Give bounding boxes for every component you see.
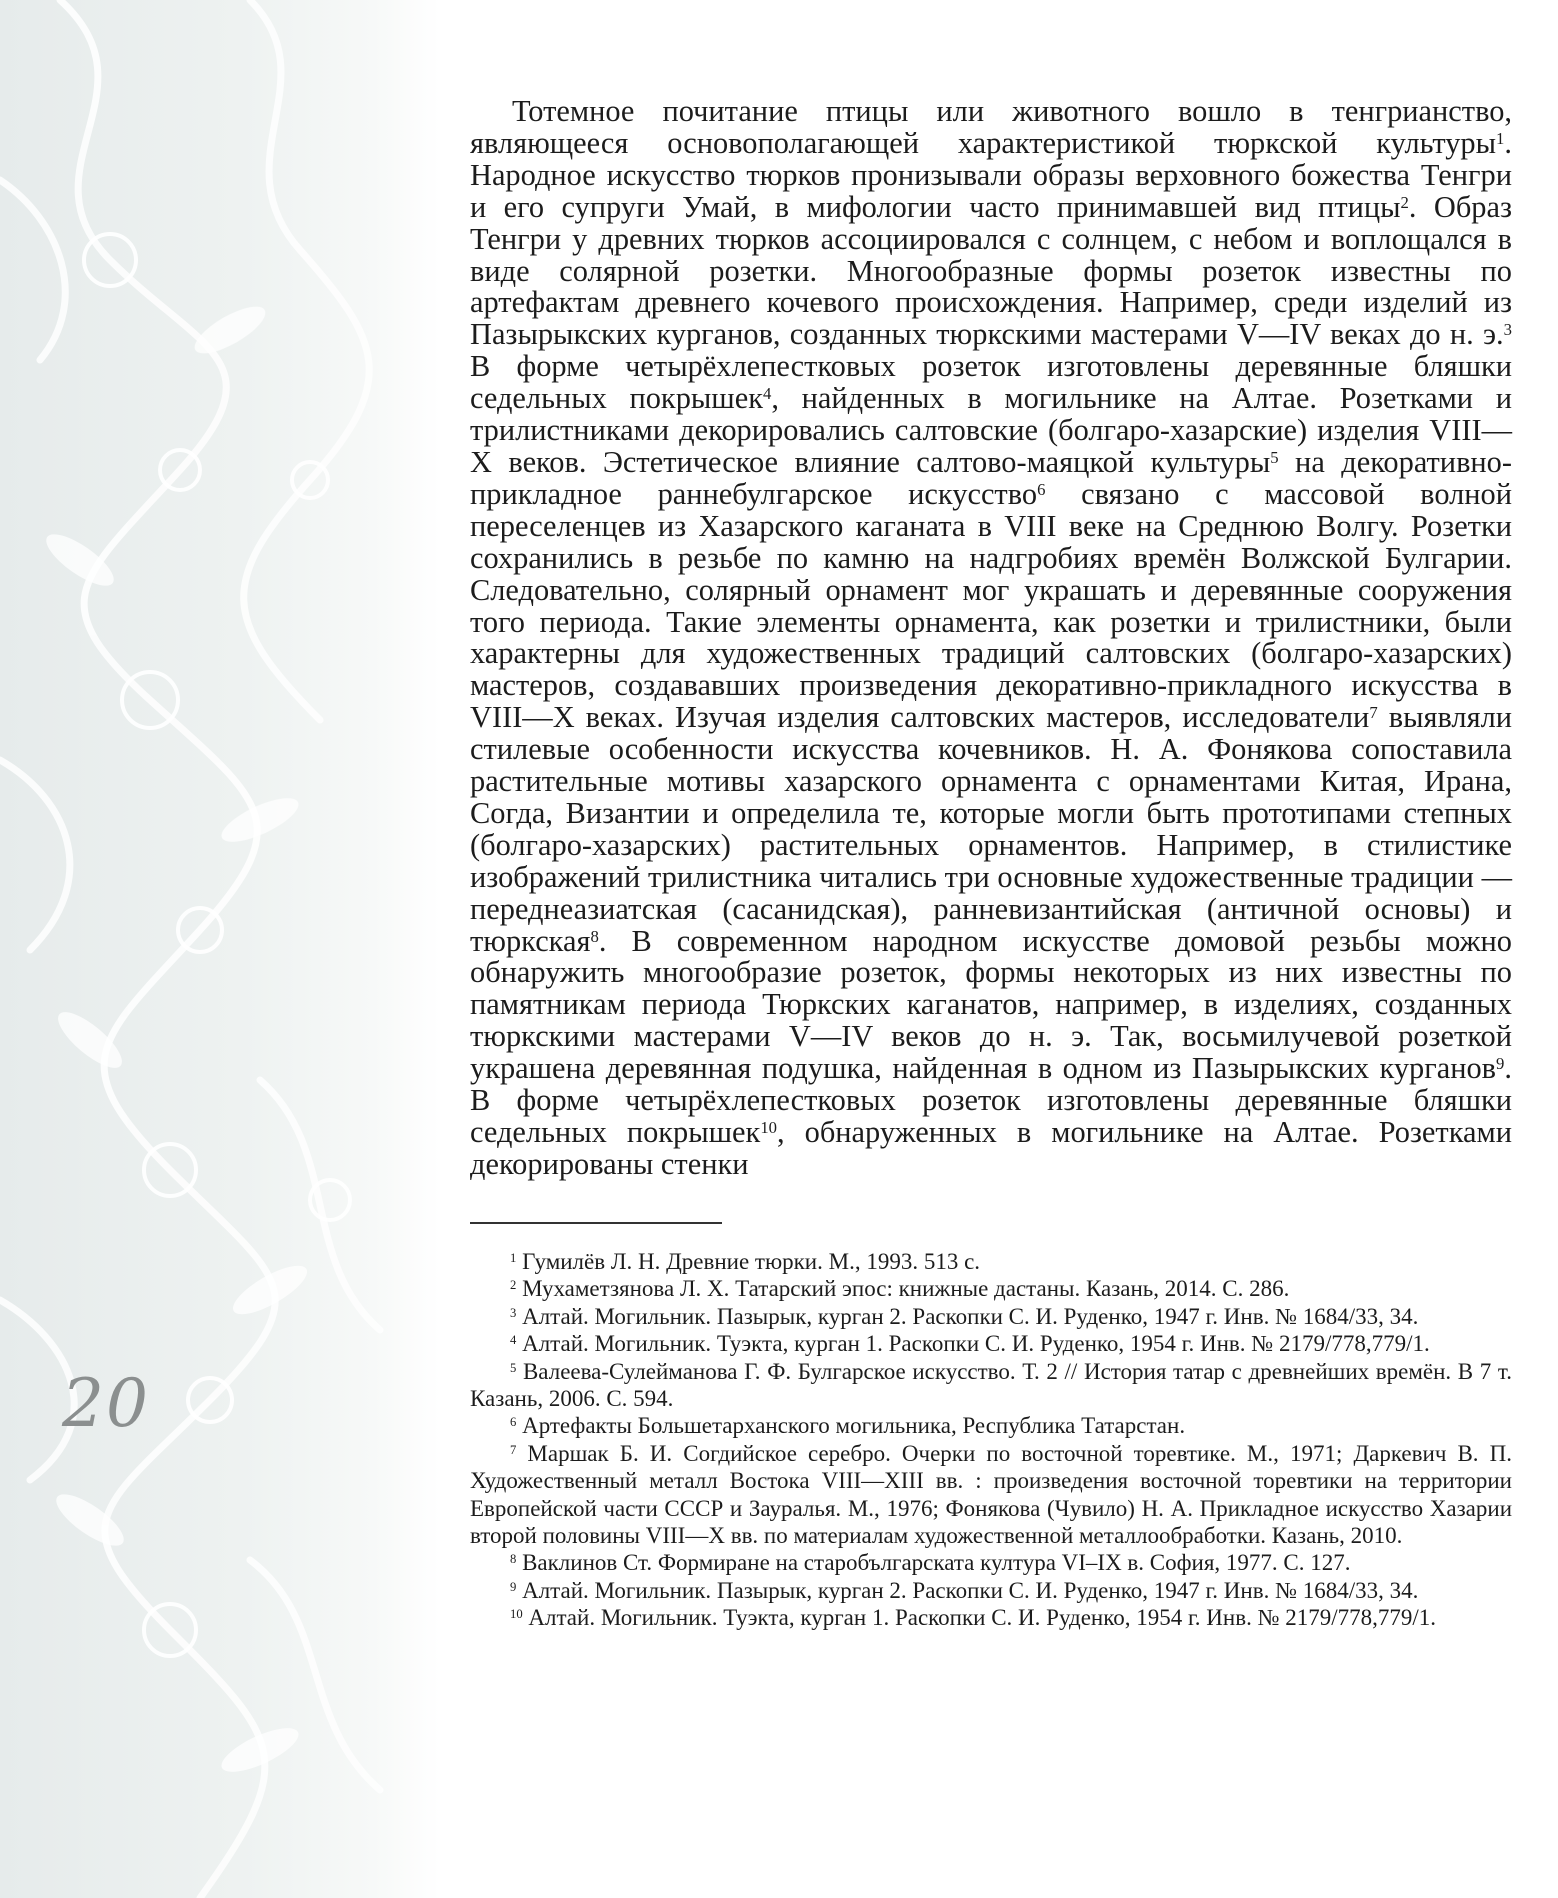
paragraph-text-segment: на декоративно-прикладное раннебулгарское искусство	[470, 444, 1512, 511]
footnotes-list	[470, 1248, 1512, 1632]
floral-ornament-border	[0, 0, 440, 1898]
footnote-number: 5	[510, 1360, 517, 1375]
footnote-reference[interactable]: 6	[1037, 479, 1046, 499]
footnote-reference[interactable]: 7	[1369, 703, 1378, 723]
footnote-text: Алтай. Могильник. Пазырык, курган 2. Раскопки С. И. Руденко, 1947 г. Инв. № 1684/33, 34.	[522, 1577, 1419, 1603]
page-number: 20	[62, 1365, 150, 1442]
footnote-item	[470, 1275, 1512, 1302]
paragraph-text-segment: , обнаруженных в могильнике на Алтае. Розетками декорированы стенки	[470, 1115, 1512, 1181]
footnote-text: Алтай. Могильник. Туэкта, курган 1. Раскопки С. И. Руденко, 1954 г. Инв. № 2179/778,779/1.	[522, 1331, 1430, 1357]
footnote-text: Ваклинов Ст. Формиране на старобългарската култура VI–IX в. София, 1977. С. 127.	[522, 1550, 1351, 1576]
paragraph-text-segment: В форме четырёхлепестковых розеток изготовлены деревянные бляшки седельных покрышек	[470, 349, 1512, 416]
paragraph-text-segment: Тотемное почитание птицы или животного вошло в тенгрианство, являющееся основополагающей характеристикой тюркской культуры	[470, 94, 1512, 160]
footnote-number: 4	[510, 1333, 517, 1348]
footnote-text: Артефакты Большетарханского могильника, Республика Татарстан.	[522, 1413, 1186, 1439]
footnote-item	[470, 1303, 1512, 1330]
footnote-item	[470, 1330, 1512, 1357]
footnote-divider	[470, 1222, 722, 1224]
paragraph-text-segment: . Образ Тенгри у древних тюрков ассоциировался с солнцем, с небом и воплощался в виде солярной розетки. Многообразные формы розеток известны по артефактам древнего кочевого происхождения. Например, среди изделий из Пазырыкских курганов, созданных тюркскими мастерами V—IV веках до н. э.	[470, 189, 1512, 352]
paragraph-text-segment: выявляли стилевые особенности искусства кочевников. Н. А. Фонякова сопоставила растительные мотивы хазарского орнамента с орнаментами Китая, Ирана, Согда, Византии и определила те, которые могли быть прототипами степных (болгаро-хазарских) растительных орнаментов. Например, в стилистике изображений трилистника читались три основные художественные традиции — переднеазиатская (сасанидская), ранневизантийская (античной основы) и тюркская	[470, 700, 1512, 958]
footnote-reference[interactable]: 10	[760, 1117, 778, 1137]
footnote-reference[interactable]: 8	[590, 926, 599, 946]
footnote-number: 1	[510, 1251, 517, 1266]
footnote-number: 7	[510, 1442, 517, 1457]
footnote-item	[470, 1358, 1512, 1413]
paragraph-text-segment: . Народное искусство тюрков пронизывали образы верховного божества Тенгри и его супруги Умай, в мифологии часто принимавшей вид птицы	[470, 125, 1512, 224]
footnote-number: 8	[510, 1552, 517, 1567]
footnote-text: Валеева-Сулейманова Г. Ф. Булгарское искусство. Т. 2 // История татар с древнейших времён. В 7 т. Казань, 2006. С. 594.	[470, 1358, 1513, 1412]
paragraph-text-segment: связано с массовой волной переселенцев из Хазарского каганата в VIII веке на Среднюю Волгу. Розетки сохранились в резьбе по камню на надгробиях времён Волжской Булгарии. Следовательно, солярный орнамент мог украшать и деревянные сооружения того периода. Такие элементы орнамента, как розетки и трилистники, были характерны для художественных традиций салтовских (болгаро-хазарских) мастеров, создававших произведения декоративно-прикладного искусства в VIII—X веках. Изучая изделия салтовских мастеров, исследователи	[470, 476, 1512, 735]
footnote-item	[470, 1577, 1512, 1604]
footnote-number: 3	[510, 1305, 517, 1320]
paragraph-text-segment: , найденных в могильнике на Алтае. Розетками и трилистниками декорировались салтовские (болгаро-хазарские) изделия VIII—X веков. Эстетическое влияние салтово-маяцкой культуры	[470, 381, 1512, 479]
footnote-item	[470, 1604, 1512, 1631]
paragraph-text-segment: . В форме четырёхлепестковых розеток изготовлены деревянные бляшки седельных покрышек	[470, 1051, 1512, 1149]
footnote-text: Маршак Б. И. Согдийское серебро. Очерки по восточной торевтике. М., 1971; Даркевич В. П. Художественный металл Востока VIII—XIII вв. : произведения восточной торевтики на территории Европейской части СССР и Зауралья. М., 1976; Фонякова (Чувило) Н. А. Прикладное искусство Хазарии второй половины VIII—X вв. по материалам художественной металлообработки. Казань, 2010.	[470, 1440, 1513, 1549]
footnote-reference[interactable]: 2	[1400, 192, 1409, 212]
footnote-number: 10	[510, 1607, 523, 1622]
footnote-number: 9	[510, 1579, 517, 1594]
footnote-reference[interactable]: 3	[1503, 320, 1512, 340]
footnote-text: Гумилёв Л. Н. Древние тюрки. М., 1993. 513 с.	[522, 1249, 981, 1274]
footnote-number: 2	[510, 1278, 517, 1293]
footnote-text: Алтай. Могильник. Пазырык, курган 2. Раскопки С. И. Руденко, 1947 г. Инв. № 1684/33, 34.	[522, 1303, 1419, 1329]
footnote-item	[470, 1440, 1512, 1550]
footnote-reference[interactable]: 4	[762, 383, 772, 403]
footnote-text: Мухаметзянова Л. Х. Татарский эпос: книжные дастаны. Казань, 2014. С. 286.	[522, 1276, 1290, 1302]
footnote-item	[470, 1412, 1512, 1439]
footnote-reference[interactable]: 1	[1496, 128, 1505, 148]
paragraph-text-segment: . В современном народном искусстве домовой резьбы можно обнаружить многообразие розеток, формы некоторых из них известны по памятникам периода Тюркских каганатов, например, в изделиях, созданных тюркскими мастерами V—IV веков до н. э. Так, восьмилучевой розеткой украшена деревянная подушка, найденная в одном из Пазырыкских курганов	[470, 923, 1512, 1086]
footnote-number: 6	[510, 1415, 517, 1430]
floral-ornament-icon	[0, 0, 440, 1898]
footnote-reference[interactable]: 9	[1496, 1054, 1505, 1073]
footnote-item	[470, 1549, 1512, 1576]
footnote-reference[interactable]: 5	[1270, 447, 1279, 467]
footnote-text: Алтай. Могильник. Туэкта, курган 1. Раскопки С. И. Руденко, 1954 г. Инв. № 2179/778,779/1.	[528, 1605, 1437, 1631]
footnote-item	[470, 1248, 1512, 1275]
main-paragraph	[470, 96, 1512, 1181]
